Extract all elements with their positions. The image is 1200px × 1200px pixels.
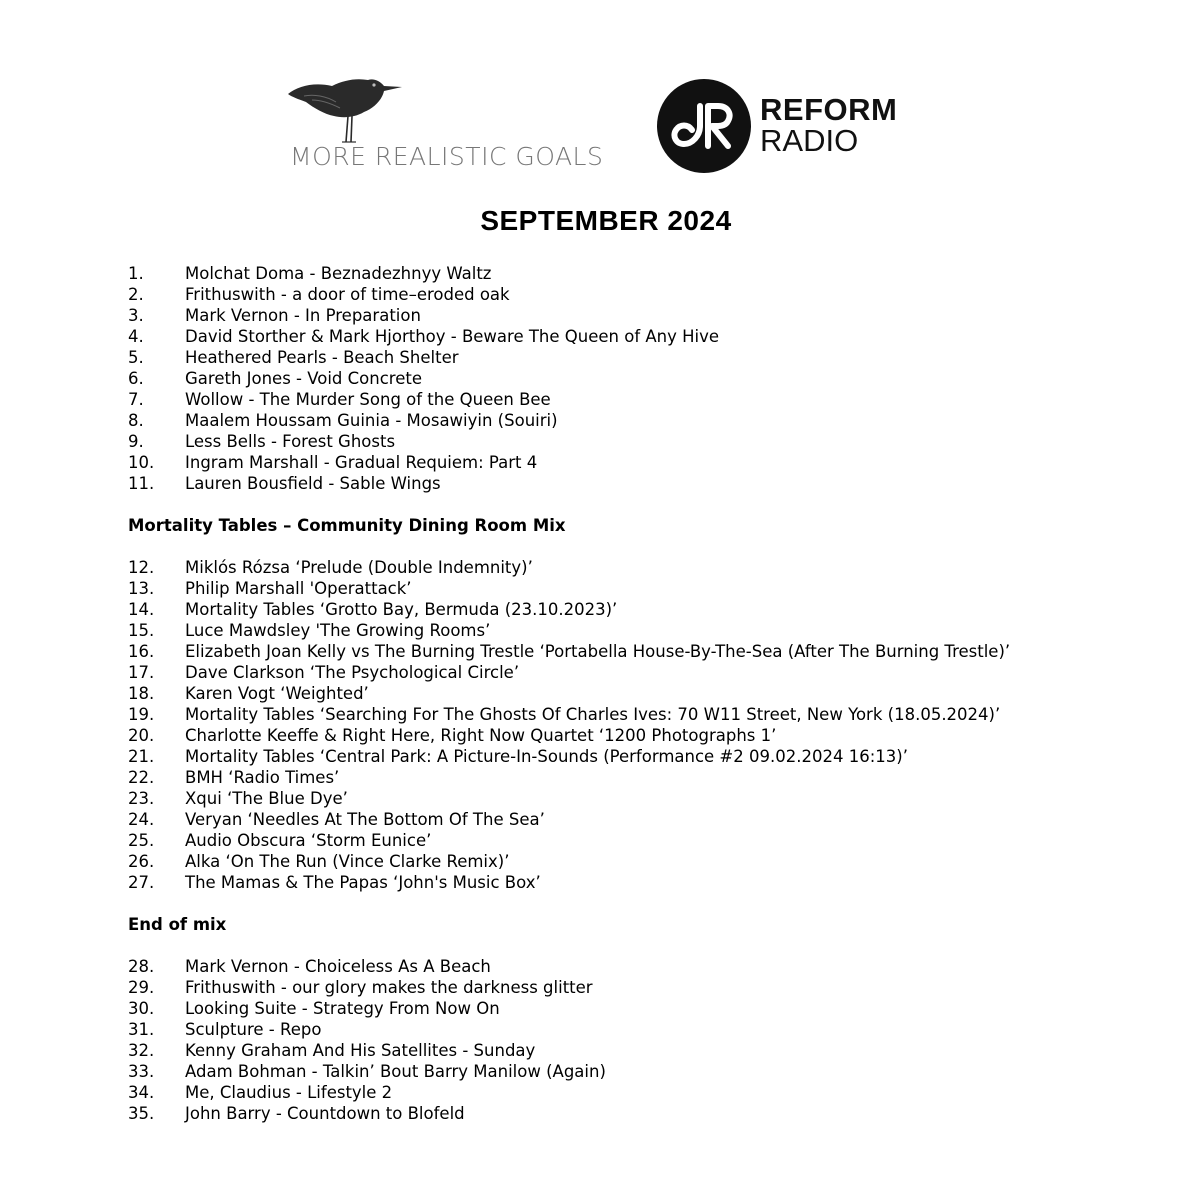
track-row xyxy=(128,368,1168,389)
track-number: 1. xyxy=(128,264,144,283)
track-number: 13. xyxy=(128,579,155,598)
track-row xyxy=(128,809,1168,830)
track-title: Gareth Jones - Void Concrete xyxy=(185,369,422,388)
reform-radio-line2: RADIO xyxy=(760,123,859,158)
track-number: 11. xyxy=(128,474,155,493)
track-number: 29. xyxy=(128,978,155,997)
track-title: Elizabeth Joan Kelly vs The Burning Trestle ‘Portabella House-By-The-Sea (After The Burning Trestle)’ xyxy=(185,642,1011,661)
track-row xyxy=(128,578,1168,599)
reform-radio-logo-icon xyxy=(656,78,752,174)
track-title: Looking Suite - Strategy From Now On xyxy=(185,999,500,1018)
track-title: The Mamas & The Papas ‘John's Music Box’ xyxy=(185,873,541,892)
track-number: 9. xyxy=(128,432,144,451)
track-number: 23. xyxy=(128,789,155,808)
track-title: Less Bells - Forest Ghosts xyxy=(185,432,396,451)
reform-radio-logo xyxy=(656,78,896,178)
track-row xyxy=(128,1040,1168,1061)
track-number: 7. xyxy=(128,390,144,409)
track-row xyxy=(128,788,1168,809)
track-row xyxy=(128,452,1168,473)
track-row xyxy=(128,725,1168,746)
page-title: SEPTEMBER 2024 xyxy=(480,205,732,236)
track-row xyxy=(128,410,1168,431)
blackbird-icon xyxy=(284,72,404,148)
track-row xyxy=(128,641,1168,662)
reform-radio-text xyxy=(760,94,897,156)
track-title: Ingram Marshall - Gradual Requiem: Part 4 xyxy=(185,453,538,472)
more-realistic-goals-logo xyxy=(280,72,604,172)
track-row xyxy=(128,305,1168,326)
track-number: 27. xyxy=(128,873,155,892)
track-title: Me, Claudius - Lifestyle 2 xyxy=(185,1083,393,1102)
track-title: Veryan ‘Needles At The Bottom Of The Sea’ xyxy=(185,810,545,829)
track-number: 22. xyxy=(128,768,155,787)
track-number: 35. xyxy=(128,1104,155,1123)
track-number: 32. xyxy=(128,1041,155,1060)
track-row xyxy=(128,263,1168,284)
track-number: 31. xyxy=(128,1020,155,1039)
track-title: Mortality Tables ‘Central Park: A Picture-In-Sounds (Performance #2 09.02.2024 16:13)’ xyxy=(185,747,908,766)
track-row xyxy=(128,872,1168,893)
track-row xyxy=(128,767,1168,788)
tracklist-section-end xyxy=(128,956,1168,1124)
track-title: Mark Vernon - Choiceless As A Beach xyxy=(185,957,491,976)
track-row xyxy=(128,704,1168,725)
track-row xyxy=(128,347,1168,368)
track-title: BMH ‘Radio Times’ xyxy=(185,768,340,787)
track-number: 17. xyxy=(128,663,155,682)
more-realistic-goals-text: MORE REALISTIC GOALS xyxy=(290,142,604,171)
header xyxy=(0,0,1200,200)
track-number: 3. xyxy=(128,306,144,325)
track-row xyxy=(128,1082,1168,1103)
track-number: 14. xyxy=(128,600,155,619)
track-number: 5. xyxy=(128,348,144,367)
track-title: Xqui ‘The Blue Dye’ xyxy=(185,789,348,808)
track-number: 18. xyxy=(128,684,155,703)
track-number: 25. xyxy=(128,831,155,850)
track-number: 4. xyxy=(128,327,144,346)
track-row xyxy=(128,998,1168,1019)
reform-radio-line1: REFORM xyxy=(760,92,898,127)
track-number: 24. xyxy=(128,810,155,829)
track-row xyxy=(128,1103,1168,1124)
track-title: Molchat Doma - Beznadezhnyy Waltz xyxy=(185,264,492,283)
track-number: 2. xyxy=(128,285,144,304)
tracklist-section-mix xyxy=(128,557,1168,893)
track-row xyxy=(128,830,1168,851)
track-title: Miklós Rózsa ‘Prelude (Double Indemnity)’ xyxy=(185,558,533,577)
track-row xyxy=(128,473,1168,494)
track-row xyxy=(128,284,1168,305)
track-title: Wollow - The Murder Song of the Queen Bee xyxy=(185,390,551,409)
track-title: Adam Bohman - Talkin’ Bout Barry Manilow (Again) xyxy=(185,1062,606,1081)
track-title: Sculpture - Repo xyxy=(185,1020,322,1039)
track-title: Luce Mawdsley 'The Growing Rooms’ xyxy=(185,621,491,640)
track-title: Maalem Houssam Guinia - Mosawiyin (Souiri) xyxy=(185,411,558,430)
track-number: 21. xyxy=(128,747,155,766)
track-number: 6. xyxy=(128,369,144,388)
track-title: Dave Clarkson ‘The Psychological Circle’ xyxy=(185,663,520,682)
section-heading-end: End of mix xyxy=(128,915,227,934)
track-row xyxy=(128,662,1168,683)
track-title: Charlotte Keeffe & Right Here, Right Now Quartet ‘1200 Photographs 1’ xyxy=(185,726,777,745)
track-row xyxy=(128,956,1168,977)
track-row xyxy=(128,851,1168,872)
track-number: 10. xyxy=(128,453,155,472)
tracklist-section-first xyxy=(128,263,1168,494)
track-title: Philip Marshall 'Operattack’ xyxy=(185,579,412,598)
track-number: 20. xyxy=(128,726,155,745)
track-number: 33. xyxy=(128,1062,155,1081)
section-heading-mix: Mortality Tables – Community Dining Room Mix xyxy=(128,516,566,535)
track-title: Kenny Graham And His Satellites - Sunday xyxy=(185,1041,536,1060)
track-row xyxy=(128,431,1168,452)
tracklist xyxy=(128,263,1168,1124)
track-title: Lauren Bousfield - Sable Wings xyxy=(185,474,441,493)
track-title: Alka ‘On The Run (Vince Clarke Remix)’ xyxy=(185,852,510,871)
track-title: Audio Obscura ‘Storm Eunice’ xyxy=(185,831,432,850)
track-row xyxy=(128,683,1168,704)
track-title: Karen Vogt ‘Weighted’ xyxy=(185,684,369,703)
track-row xyxy=(128,746,1168,767)
track-number: 19. xyxy=(128,705,155,724)
track-row xyxy=(128,620,1168,641)
track-number: 8. xyxy=(128,411,144,430)
track-title: Heathered Pearls - Beach Shelter xyxy=(185,348,459,367)
track-row xyxy=(128,1061,1168,1082)
track-row xyxy=(128,1019,1168,1040)
track-number: 34. xyxy=(128,1083,155,1102)
track-title: Mortality Tables ‘Searching For The Ghosts Of Charles Ives: 70 W11 Street, New York (18.05.2024)’ xyxy=(185,705,1001,724)
track-title: Mortality Tables ‘Grotto Bay, Bermuda (23.10.2023)’ xyxy=(185,600,618,619)
track-number: 16. xyxy=(128,642,155,661)
track-row xyxy=(128,389,1168,410)
track-title: Frithuswith - our glory makes the darkness glitter xyxy=(185,978,593,997)
track-number: 15. xyxy=(128,621,155,640)
track-number: 12. xyxy=(128,558,155,577)
track-row xyxy=(128,557,1168,578)
track-number: 26. xyxy=(128,852,155,871)
track-title: Mark Vernon - In Preparation xyxy=(185,306,421,325)
track-title: John Barry - Countdown to Blofeld xyxy=(185,1104,465,1123)
track-number: 30. xyxy=(128,999,155,1018)
track-title: David Storther & Mark Hjorthoy - Beware The Queen of Any Hive xyxy=(185,327,720,346)
track-row xyxy=(128,977,1168,998)
track-row xyxy=(128,326,1168,347)
track-number: 28. xyxy=(128,957,155,976)
track-row xyxy=(128,599,1168,620)
track-title: Frithuswith - a door of time–eroded oak xyxy=(185,285,510,304)
